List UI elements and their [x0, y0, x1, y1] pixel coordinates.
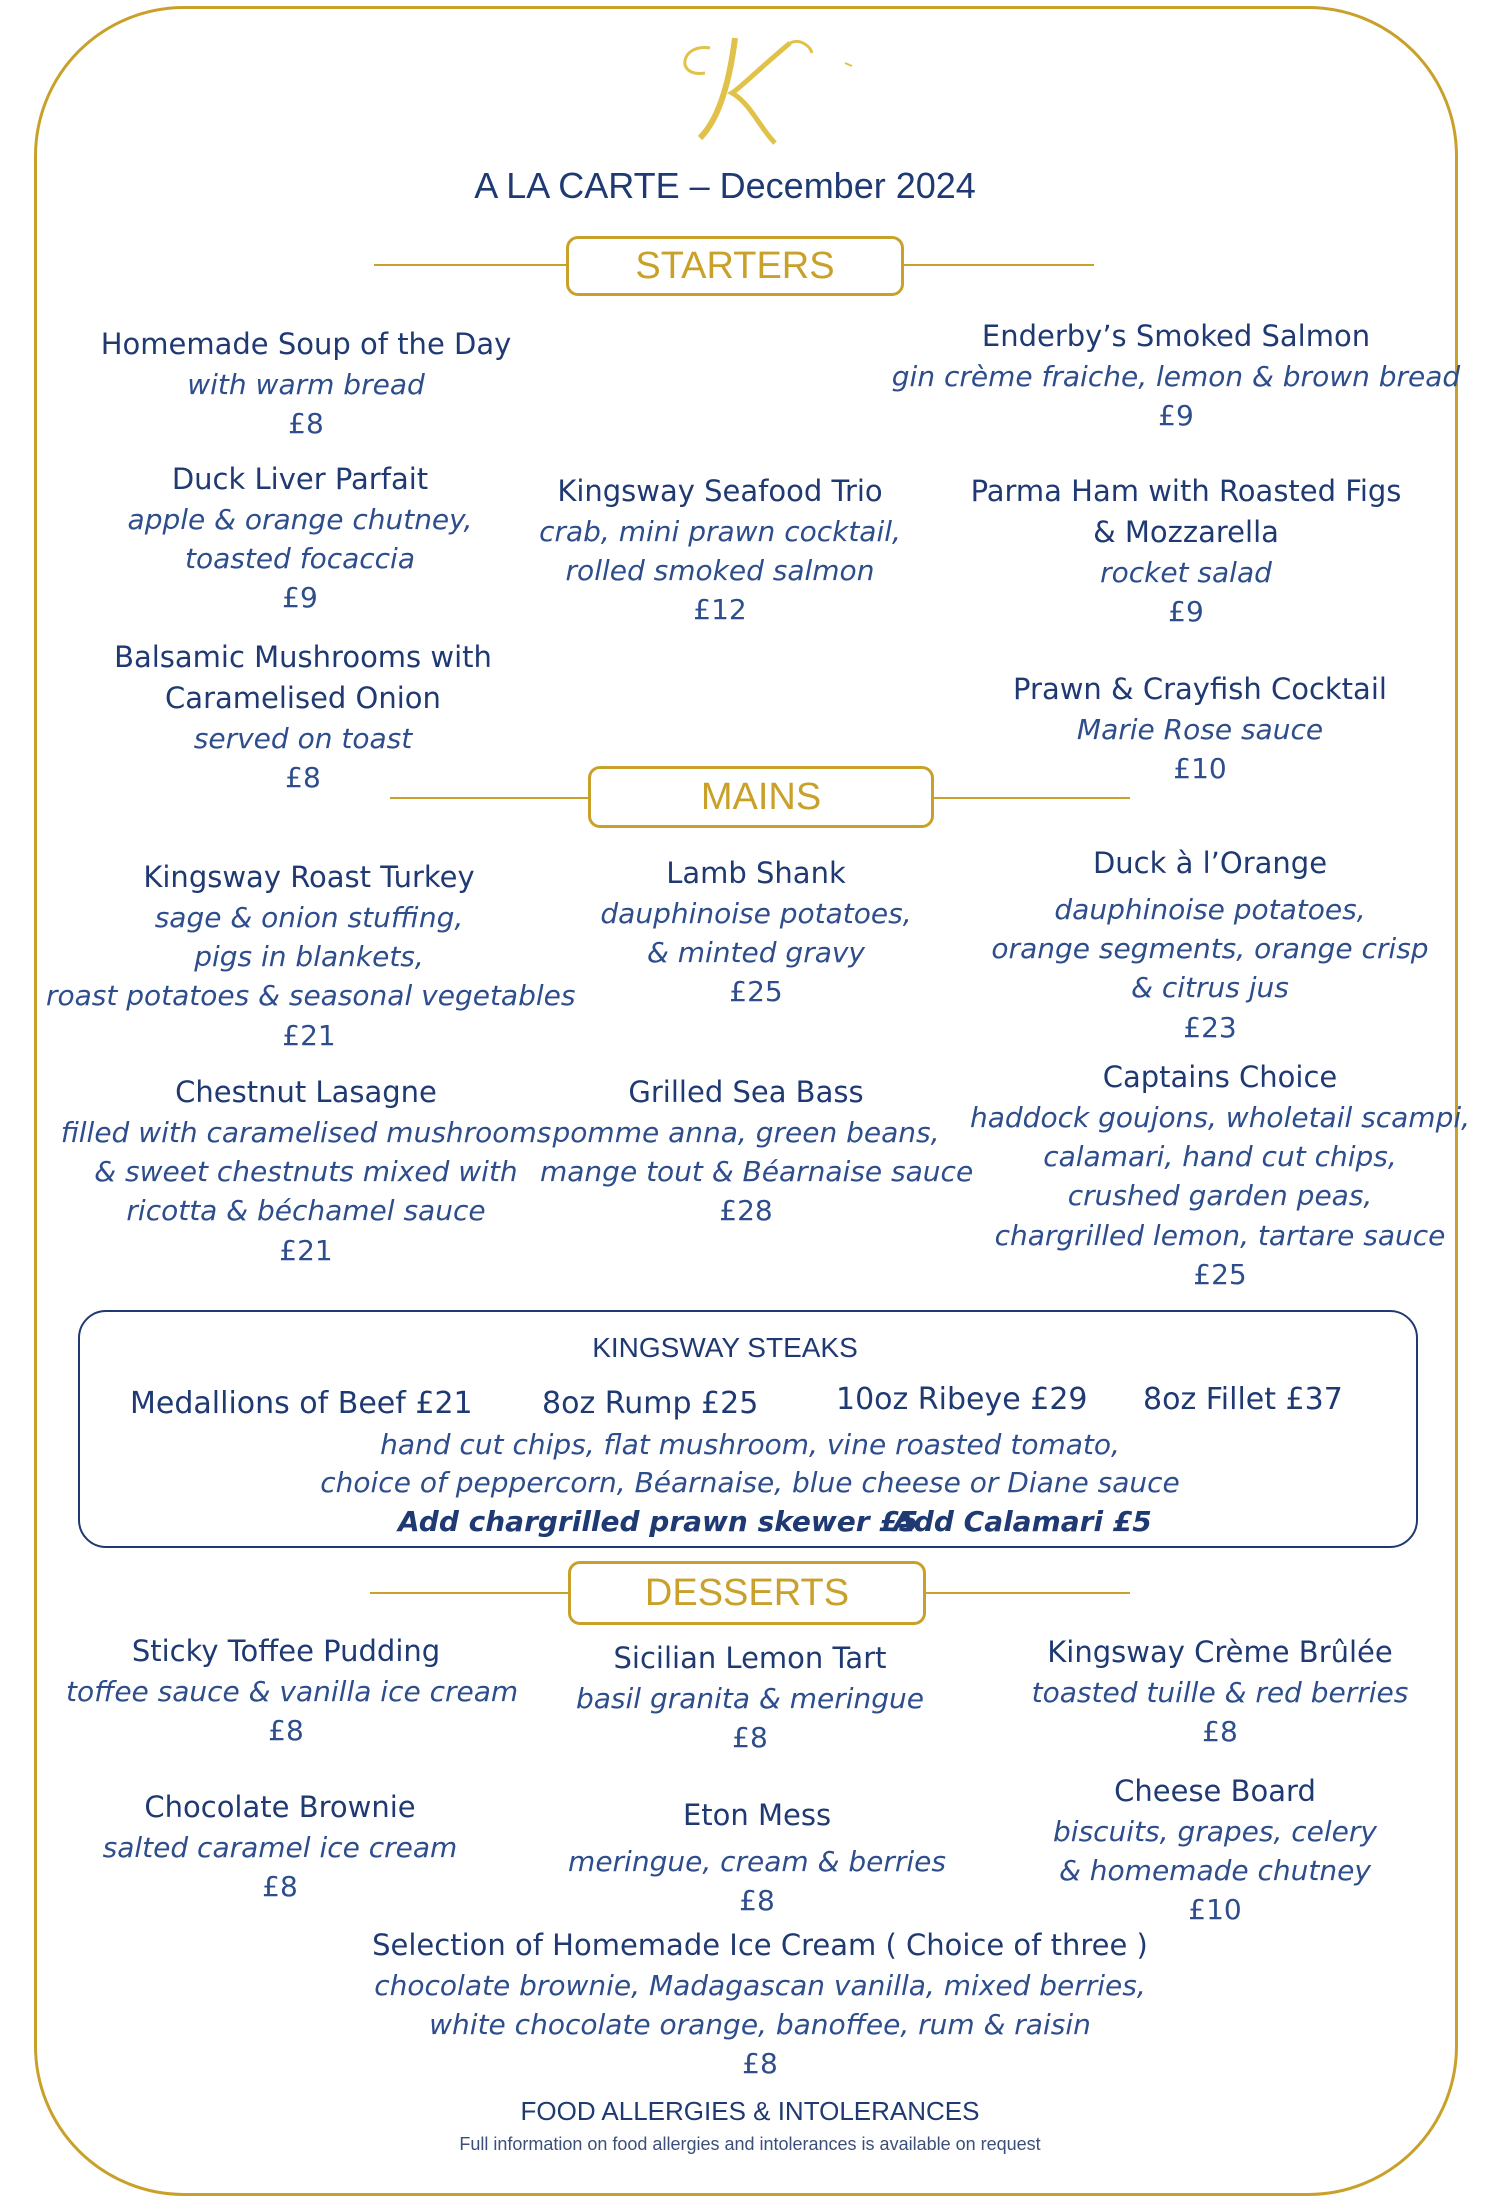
- steak-addon: Add Calamari £5: [893, 1505, 1152, 1538]
- item-price: £25: [729, 975, 783, 1009]
- item-name: Captains Choice: [1102, 1060, 1338, 1094]
- item-desc: mange tout & Béarnaise sauce: [540, 1155, 974, 1189]
- item-price: £8: [288, 407, 324, 441]
- main-item: [46, 860, 576, 1052]
- item-desc: basil granita & meringue: [575, 1682, 924, 1715]
- item-desc: & sweet chestnuts mixed with: [94, 1155, 518, 1189]
- item-name: Chocolate Brownie: [144, 1790, 416, 1824]
- item-name: Sticky Toffee Pudding: [131, 1634, 441, 1668]
- allergy-note: Full information on food allergies and intolerances is available on request: [459, 2134, 1041, 2154]
- item-name: Cheese Board: [1114, 1774, 1316, 1808]
- steak-desc: choice of peppercorn, Béarnaise, blue cheese or Diane sauce: [320, 1466, 1180, 1499]
- starter-item: [66, 327, 546, 441]
- item-desc: salted caramel ice cream: [102, 1831, 458, 1864]
- item-desc: haddock goujons, wholetail scampi,: [970, 1101, 1471, 1134]
- k-monogram-logo: [640, 18, 860, 148]
- item-price: £8: [1202, 1715, 1238, 1749]
- dessert-item: [320, 1928, 1200, 2081]
- item-name: Homemade Soup of the Day: [100, 327, 512, 361]
- dessert-item: [560, 1798, 954, 1918]
- item-desc: meringue, cream & berries: [568, 1845, 946, 1878]
- main-item: [540, 1075, 974, 1228]
- item-price: £9: [1168, 595, 1204, 629]
- item-desc: chargrilled lemon, tartare sauce: [994, 1218, 1446, 1252]
- item-desc: toasted tuille & red berries: [1031, 1676, 1409, 1709]
- starter-item: [966, 474, 1406, 629]
- main-item: [576, 856, 936, 1009]
- desserts-heading: DESSERTS: [568, 1561, 926, 1625]
- item-price: £10: [1173, 752, 1227, 786]
- item-desc: white chocolate orange, banoffee, rum & raisin: [429, 2008, 1091, 2042]
- steak-addon: Add chargrilled prawn skewer £5: [398, 1505, 919, 1538]
- item-price: £10: [1188, 1893, 1242, 1927]
- item-price: £21: [279, 1233, 333, 1267]
- menu-title: A LA CARTE – December 2024: [474, 165, 976, 206]
- item-name: Sicilian Lemon Tart: [613, 1641, 887, 1675]
- item-desc: & homemade chutney: [1059, 1854, 1371, 1888]
- dessert-item: [1010, 1635, 1430, 1749]
- dessert-item: [100, 1790, 460, 1904]
- item-price: £23: [1183, 1010, 1237, 1044]
- item-name: Duck Liver Parfait: [171, 462, 429, 496]
- dessert-item: [66, 1634, 519, 1748]
- item-desc: toasted focaccia: [184, 542, 415, 576]
- item-price: £9: [1158, 399, 1194, 433]
- dessert-item: [560, 1641, 940, 1755]
- item-name: Enderby’s Smoked Salmon: [981, 319, 1371, 353]
- starter-item: [990, 672, 1410, 786]
- item-name: Grilled Sea Bass: [628, 1075, 864, 1109]
- item-price: £12: [693, 593, 747, 627]
- item-name: & Mozzarella: [1093, 515, 1279, 549]
- item-desc: toffee sauce & vanilla ice cream: [66, 1675, 519, 1708]
- item-desc: filled with caramelised mushrooms: [60, 1116, 552, 1149]
- steak-cut: 8oz Rump £25: [542, 1386, 759, 1421]
- item-desc: rocket salad: [1100, 556, 1272, 589]
- item-name: Kingsway Roast Turkey: [143, 860, 475, 894]
- mains-heading: MAINS: [588, 766, 934, 828]
- starter-item: [100, 462, 500, 615]
- item-desc: rolled smoked salmon: [565, 554, 875, 588]
- item-desc: gin crème fraiche, lemon & brown bread: [891, 360, 1461, 393]
- item-desc: served on toast: [193, 722, 413, 755]
- item-price: £8: [268, 1714, 304, 1748]
- steaks-heading: KINGSWAY STEAKS: [592, 1332, 858, 1363]
- item-name: Eton Mess: [682, 1798, 832, 1832]
- item-desc: orange segments, orange crisp: [991, 932, 1429, 966]
- steak-desc: hand cut chips, flat mushroom, vine roasted tomato,: [380, 1428, 1120, 1461]
- item-price: £8: [742, 2047, 778, 2081]
- item-desc: chocolate brownie, Madagascan vanilla, mixed berries,: [374, 1969, 1146, 2002]
- item-price: £9: [282, 581, 318, 615]
- item-name: Kingsway Crème Brûlée: [1047, 1635, 1393, 1669]
- item-name: Kingsway Seafood Trio: [557, 474, 883, 508]
- steak-cut: 10oz Ribeye £29: [836, 1382, 1088, 1417]
- item-desc: Marie Rose sauce: [1076, 713, 1324, 746]
- item-price: £8: [732, 1721, 768, 1755]
- steak-cut: Medallions of Beef £21: [130, 1386, 473, 1421]
- steak-cut: 8oz Fillet £37: [1143, 1382, 1343, 1417]
- item-desc: calamari, hand cut chips,: [1043, 1140, 1397, 1174]
- item-desc: dauphinoise potatoes,: [600, 897, 912, 930]
- item-price: £21: [282, 1018, 336, 1052]
- starter-item: [520, 474, 920, 627]
- item-desc: & minted gravy: [647, 936, 865, 970]
- item-desc: dauphinoise potatoes,: [1054, 893, 1366, 926]
- item-name: Duck à l’Orange: [1092, 846, 1328, 880]
- item-desc: pomme anna, green beans,: [552, 1116, 940, 1149]
- item-desc: ricotta & béchamel sauce: [126, 1194, 486, 1228]
- item-name: Balsamic Mushrooms with: [114, 640, 492, 674]
- main-item: [970, 1060, 1471, 1291]
- starter-item: [100, 640, 506, 795]
- item-desc: roast potatoes & seasonal vegetables: [46, 979, 576, 1013]
- item-desc: pigs in blankets,: [194, 940, 424, 974]
- item-desc: crab, mini prawn cocktail,: [539, 515, 901, 548]
- item-name: Prawn & Crayfish Cocktail: [1013, 672, 1387, 706]
- item-name: Caramelised Onion: [165, 681, 441, 715]
- item-desc: & citrus jus: [1131, 971, 1289, 1005]
- item-price: £8: [285, 761, 321, 795]
- item-price: £8: [739, 1884, 775, 1918]
- item-name: Lamb Shank: [666, 856, 846, 890]
- allergy-heading: FOOD ALLERGIES & INTOLERANCES: [520, 2096, 980, 2126]
- main-item: [46, 1075, 566, 1267]
- main-item: [980, 846, 1440, 1044]
- item-name: Selection of Homemade Ice Cream ( Choice of three ): [372, 1928, 1148, 1962]
- dessert-item: [1050, 1774, 1380, 1927]
- item-price: £28: [719, 1194, 773, 1228]
- item-price: £8: [262, 1870, 298, 1904]
- item-name: Chestnut Lasagne: [175, 1075, 437, 1109]
- starters-heading: STARTERS: [566, 236, 904, 296]
- starter-item: [886, 319, 1466, 433]
- item-desc: biscuits, grapes, celery: [1053, 1815, 1377, 1848]
- item-desc: sage & onion stuffing,: [154, 901, 464, 934]
- item-desc: apple & orange chutney,: [127, 503, 473, 536]
- item-name: Parma Ham with Roasted Figs: [970, 474, 1402, 508]
- item-price: £25: [1193, 1257, 1247, 1291]
- item-desc: with warm bread: [187, 368, 425, 401]
- item-desc: crushed garden peas,: [1067, 1179, 1373, 1213]
